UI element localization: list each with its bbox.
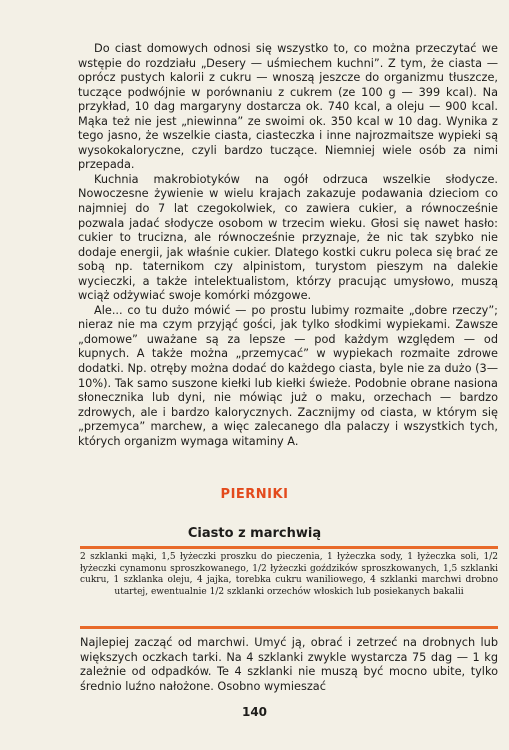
recipe-title: Ciasto z marchwią [187,526,322,541]
page-number: 140 [241,705,268,719]
paragraph-1: Do ciast domowych odnosi się wszystko to, co można przeczytać we wstępie do rozdziału „Desery — uśmiechem kuchni”. Z tym, że ciasta — oprócz pustych kalorii z cukru — wnoszą jeszcze do organizmu tłuszcze, tuczące podwójnie w porównaniu z cukrem (ze 100 g — 399 kcal). Na przykład, 10 dag margaryny dostarcza ok. 740 kcal, a oleju — 900 kcal. Mąka też nie jest „niewinna” ze swoimi ok. 350 kcal w 10 dag. Wynika z tego jasno, że wszelkie ciasta, ciasteczka i inne najrozmaitsze wypieki są wysokokaloryczne, czyli bardzo tuczące. Niemniej wiele osób za nimi przepada. [78,42,498,172]
paragraph-3: Ale... co tu dużo mówić — po prostu lubimy rozmaite „dobre rzeczy”; nieraz nie ma czym przyjąć gości, jak tylko słodkimi wypiekami. Zawsze „domowe” uważane są za lepsze — pod każdym względem — od kupnych. A także można „przemycać” w wypiekach rozmaite zdrowe dodatki. Np. otręby można dodać do każdego ciasta, byle nie za dużo (3—10%). Tak samo suszone kiełki lub kiełki świeże. Podobnie obrane nasiona słonecznika lub dyni, nie mówiąc już o maku, orzechach — bardzo zdrowych, ale i bardzo kalorycznych. Zacznijmy od ciasta, w którym się „przemyca” marchew, a więc zalecanego dla palaczy i wszystkich tych, których organizm wymaga witaminy A. [78,303,498,448]
paragraph-2: Kuchnia makrobiotyków na ogół odrzuca wszelkie słodycze. Nowoczesne żywienie w wielu krajach zakazuje podawania dzieciom co najmniej do 7 lat czegokolwiek, co zawiera cukier, a równocześnie pozwala jadać słodycze osobom w trzecim wieku. Głosi się nawet hasło: cukier to trucizna, ale równocześnie przyznaje, że nic tak szybko nie dodaje energii, jak właśnie cukier. Dlatego kostki cukru poleca się brać ze sobą np. taternikom czy alpinistom, turystom pieszym na dalekie wycieczki, a także intelektualistom, którzy pracując umysłowo, muszą wciąż odżywiać swoje komórki mózgowe. [78,172,498,303]
ingredients-list: 2 szklanki mąki, 1,5 łyżeczki proszku do pieczenia, 1 łyżeczka sody, 1 łyżeczka soli, 1/2 łyżeczki cynamonu sproszkowanego, 1/2 łyżeczki goździków sproszkowanych, 1,5 szklanki cukru, 1 szklanka oleju, 4 jajka, torebka cukru waniliowego, 4 szklanki marchwi drobno utartej, ewentualnie 1/2 szklanki orzechów włoskich lub posiekanych bakalii [80,552,498,598]
ingredients-top-divider [80,546,498,549]
body-text [78,42,498,449]
ingredients-bottom-divider [80,626,498,629]
section-heading: PIERNIKI [220,487,289,502]
recipe-method: Najlepiej zacząć od marchwi. Umyć ją, obrać i zetrzeć na drobnych lub większych oczkach tarki. Na 4 szklanki zwykle wystarcza 75 dag — 1 kg zależnie od odpadków. Te 4 szklanki nie muszą być mocno ubite, tylko średnio luźno nałożone. Osobno wymieszać [80,636,498,693]
